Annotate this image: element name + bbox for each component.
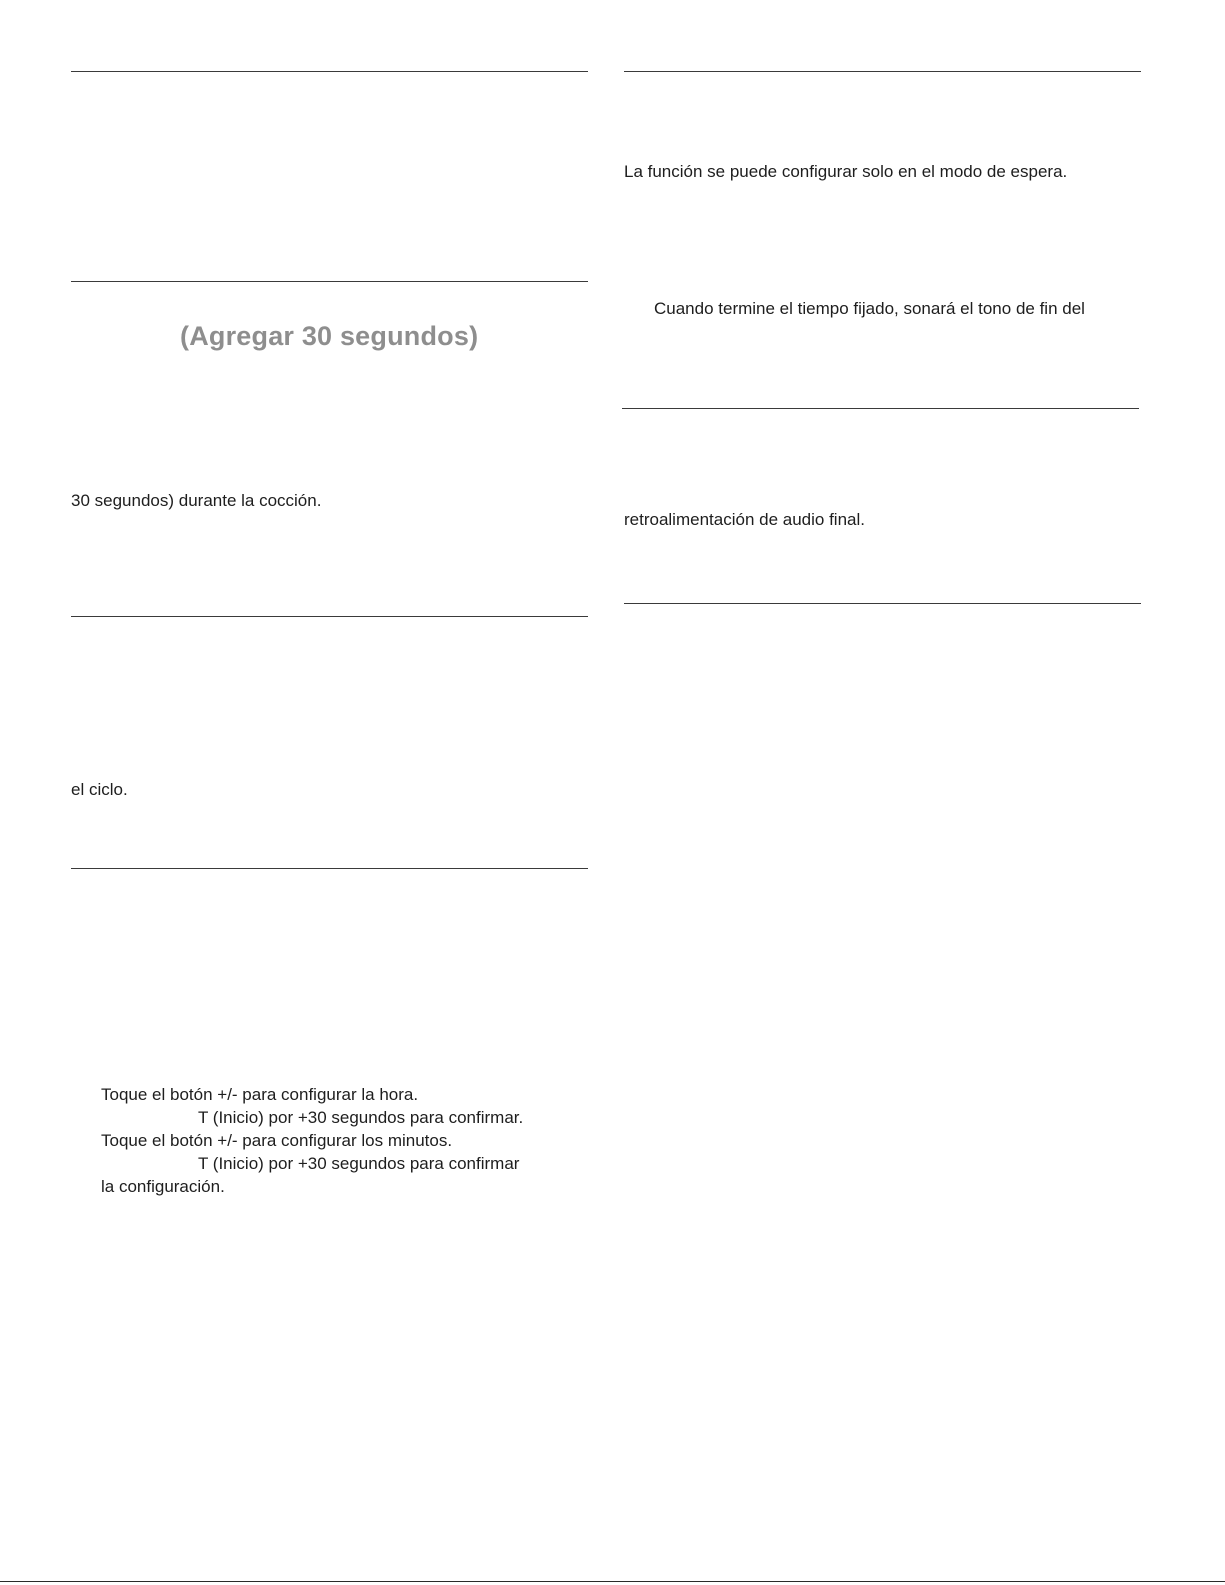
right-section-rule-1 — [624, 71, 1141, 72]
clock-step-text: Toque el botón +/- para configurar la hora. — [101, 1085, 419, 1104]
clock-step — [101, 1129, 523, 1152]
left-section-rule-3 — [71, 616, 588, 617]
clock-step-text: Toque el botón +/- para configurar los minutos. — [101, 1131, 453, 1150]
add-30-seconds-heading: (Agregar 30 segundos) — [180, 321, 479, 351]
standby-mode-note: La función se puede configurar solo en el modo de espera. — [624, 162, 1068, 181]
clock-step — [101, 1083, 523, 1106]
clock-step-text: T (Inicio) por +30 segundos para confirmar. — [198, 1108, 524, 1127]
add-30-seconds-description-line: 30 segundos) durante la cocción. — [71, 491, 322, 510]
clock-step — [101, 1152, 523, 1175]
left-section-rule-4 — [71, 868, 588, 869]
clock-setting-steps — [101, 1083, 523, 1198]
audio-feedback-line: retroalimentación de audio final. — [624, 510, 865, 529]
clock-step-text: T (Inicio) por +30 segundos para confirmar — [198, 1154, 520, 1173]
clock-step — [101, 1106, 523, 1129]
cycle-description-line: el ciclo. — [71, 780, 128, 799]
right-section-rule-3 — [624, 603, 1141, 604]
clock-step-text: la configuración. — [101, 1177, 225, 1196]
right-section-rule-2 — [622, 408, 1139, 409]
left-section-rule-1 — [71, 71, 588, 72]
clock-step — [101, 1175, 523, 1198]
page-bottom-rule — [0, 1581, 1225, 1582]
timer-end-note: Cuando termine el tiempo fijado, sonará el tono de fin del — [654, 299, 1085, 318]
left-section-rule-2 — [71, 281, 588, 282]
